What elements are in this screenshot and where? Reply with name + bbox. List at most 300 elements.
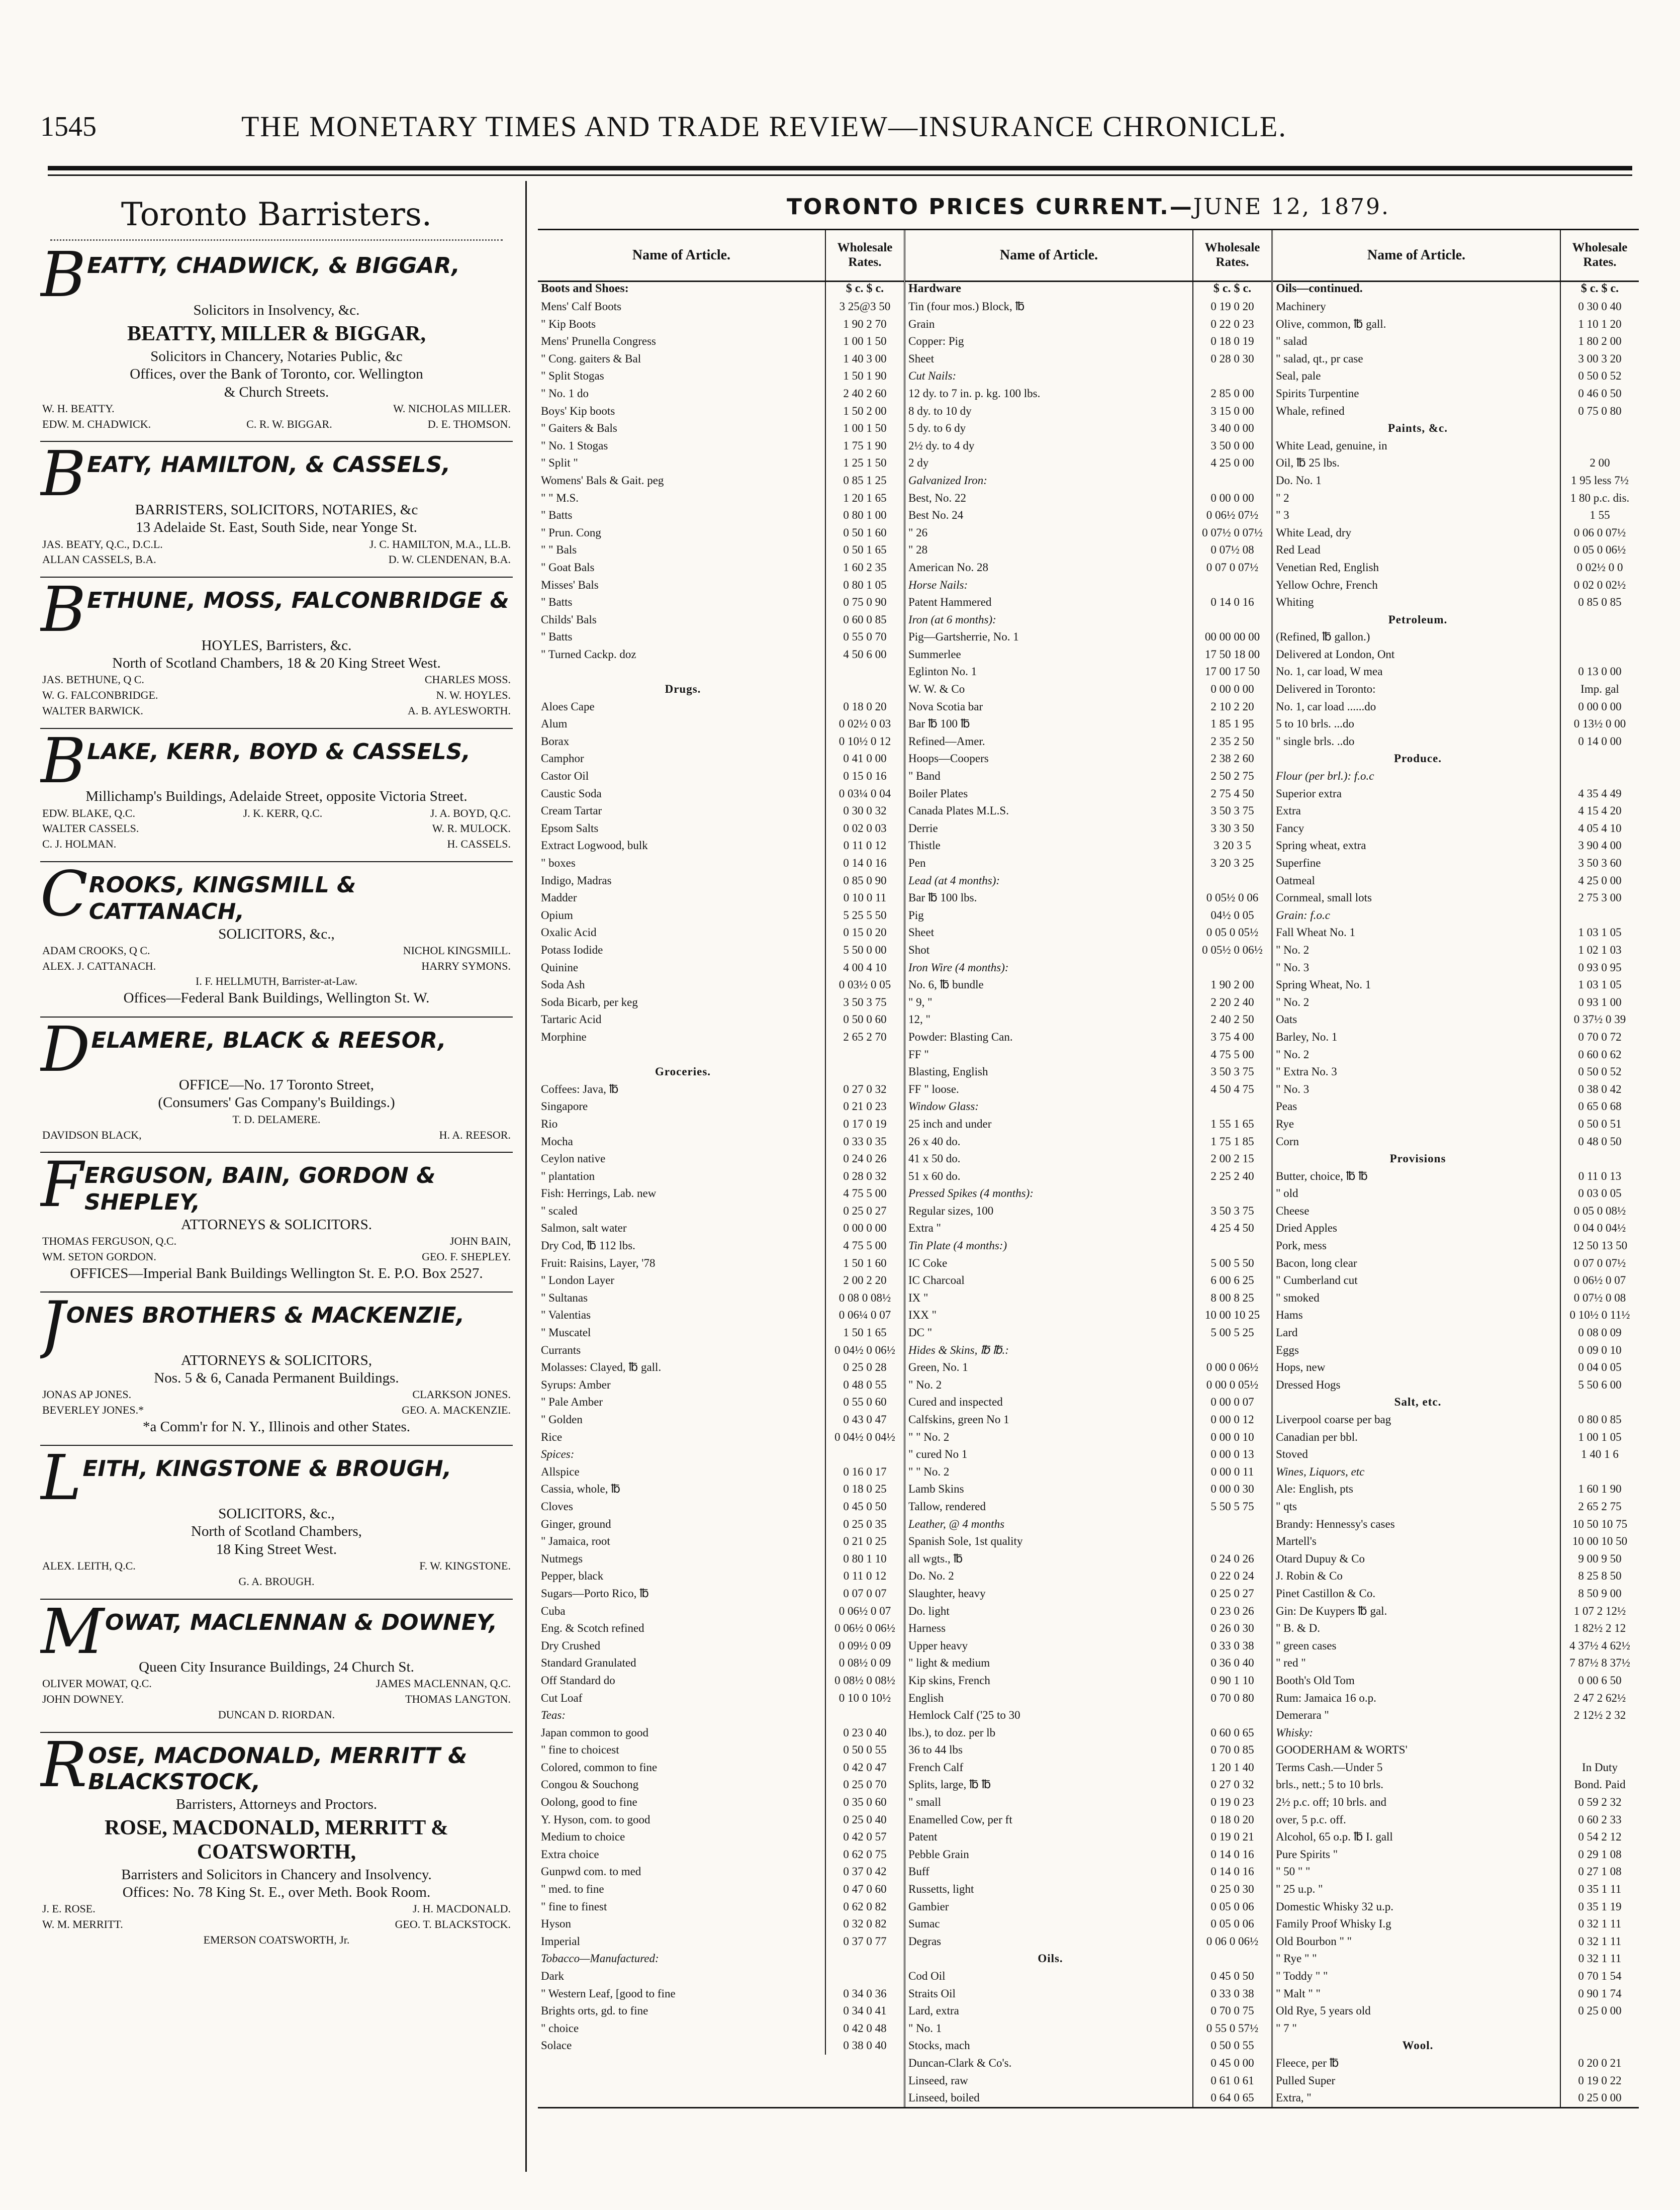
price-row [1273,1290,1639,1307]
price-row [905,750,1271,768]
firm-initial: B [40,239,86,311]
price-row [1273,298,1639,316]
article-rate [1561,768,1639,785]
price-row [905,577,1271,594]
article-name: Regular sizes, 100 [905,1203,1193,1220]
article-name: Fish: Herrings, Lab. new [538,1185,826,1203]
article-rate: 0 25 0 27 [843,1204,887,1217]
price-row [1273,559,1639,577]
article-rate: 0 80 1 10 [843,1552,887,1565]
price-row [538,2020,904,2038]
article-rate [826,681,904,698]
article-rate [826,1707,904,1724]
article-name: Do. light [905,1603,1193,1620]
article-rate: 5 50 5 75 [1210,1500,1254,1513]
price-row [905,350,1271,368]
firm-divider [40,1017,513,1018]
price-row [1273,1272,1639,1290]
article-name: Dry Crushed [538,1637,826,1655]
price-row [1273,715,1639,733]
price-row [538,1568,904,1585]
article-name: " No. 2 [1273,994,1561,1011]
article-rate: 1 50 2 00 [843,404,887,417]
article-name: brls., nett.; 5 to 10 brls. [1273,1776,1561,1794]
price-row [538,490,904,507]
article-rate: 2 12½ 2 32 [1573,1709,1626,1722]
article-name: Womens' Bals & Gait. peg [538,472,826,490]
article-rate: 2 75 3 00 [1578,891,1622,904]
article-rate: 2 35 2 50 [1210,734,1254,748]
price-row [905,855,1271,872]
price-row [905,1098,1271,1116]
article-rate: 4 50 6 00 [843,648,887,661]
article-name: Morphine [538,1029,826,1046]
partner-name: G. A. BROUGH. [238,1575,315,1588]
article-rate: 0 06¼ 0 07 [838,1309,891,1322]
wholesale-rates-header: Wholesale Rates. [1572,241,1628,269]
price-row [905,1359,1271,1376]
article-rate: 0 29 1 08 [1578,1848,1622,1861]
article-rate: 0 65 0 68 [1578,1100,1622,1113]
article-name: " 25 u.p. " [1273,1881,1561,1898]
article-name: " " No. 2 [905,1463,1193,1481]
price-row [538,1290,904,1307]
article-name: " 28 [905,541,1193,559]
price-row [538,1446,904,1463]
prices-tables [538,229,1639,2108]
price-row [1273,1237,1639,1255]
firm-card [40,1149,513,1282]
price-row [1273,1985,1639,2003]
firm-line: OFFICE—No. 17 Toronto Street, [178,1077,375,1093]
article-name: No. 1, car load, W mea [1273,663,1561,681]
firm-initial: C [40,858,88,931]
article-name: " Golden [538,1411,826,1429]
article-rate: 1 90 2 00 [1210,978,1254,991]
article-rate: 0 25 0 00 [1578,2004,1622,2017]
article-rate [1561,1741,1639,1759]
price-row [538,802,904,820]
price-row [538,1429,904,1446]
article-name: FF " loose. [905,1081,1193,1098]
article-name: Seal, pale [1273,367,1561,385]
firm-subtitle: ROSE, MACDONALD, MERRITT & COATSWORTH, [104,1816,449,1864]
article-rate: 17 50 18 00 [1204,648,1260,661]
price-row [1273,1029,1639,1046]
price-row [1273,1707,1639,1724]
price-row [538,1481,904,1498]
article-rate [1193,1707,1271,1724]
article-rate: 0 75 0 80 [1578,404,1622,417]
price-row [905,385,1271,403]
article-name: Ginger, ground [538,1516,826,1533]
price-row [1273,524,1639,542]
article-rate: 0 46 0 50 [1578,387,1622,400]
price-row [905,924,1271,942]
article-name: Terms Cash.—Under 5 [1273,1759,1561,1777]
price-row [905,802,1271,820]
price-row [538,646,904,664]
price-row [905,507,1271,524]
article-name: Harness [905,1620,1193,1637]
article-name: Splits, large, ℔ ℔ [905,1776,1193,1794]
article-rate: 4 50 4 75 [1210,1082,1254,1095]
firm-initial: M [40,1595,104,1668]
article-rate: 0 08 0 08½ [838,1291,891,1304]
article-rate: 0 06½ 0 07 [838,1604,891,1617]
article-rate [1561,1463,1639,1481]
price-row [538,1220,904,1237]
price-row [538,1915,904,1933]
article-name: Ale: English, pts [1273,1481,1561,1498]
article-rate: 1 02 1 03 [1578,943,1622,956]
article-name: Lead (at 4 months): [905,872,1193,890]
article-name: " Kip Boots [538,316,826,333]
price-row [1273,2020,1639,2038]
article-name: Indigo, Madras [538,872,826,890]
price-row [538,1603,904,1620]
article-name: Cut Nails: [905,367,1193,385]
price-row [1273,1429,1639,1446]
price-row [538,837,904,855]
article-rate: 0 45 0 50 [843,1500,887,1513]
price-row [1273,1759,1639,1777]
price-row [905,646,1271,664]
article-name: Degras [905,1933,1193,1951]
price-row [1273,2072,1639,2090]
partner-name: W. M. MERRITT. [42,1918,123,1931]
article-name: " Split Stogas [538,367,826,385]
partner-row [40,1676,513,1692]
article-name: " " Bals [538,541,826,559]
price-row [538,385,904,403]
article-name: 41 x 50 do. [905,1150,1193,1168]
article-name: Green, No. 1 [905,1359,1193,1376]
price-column [905,230,1273,2107]
article-rate: 0 50 1 65 [843,543,887,557]
article-name: Linseed, raw [905,2072,1193,2090]
article-rate: 5 00 5 25 [1210,1326,1254,1339]
price-row [1273,1011,1639,1029]
price-row [905,298,1271,316]
article-name: Thistle [905,837,1193,855]
article-rate: 0 75 0 90 [843,596,887,609]
article-name: Spirits Turpentine [1273,385,1561,403]
price-row [1273,1794,1639,1811]
article-rate: 3 50 3 75 [843,995,887,1008]
firm-card [40,574,513,719]
price-row [538,1272,904,1290]
firm-line: Offices: No. 78 King St. E., over Meth. Book Room. [122,1884,431,1901]
article-rate: 0 70 0 85 [1210,1743,1254,1757]
partner-name: JOHN DOWNEY. [42,1693,124,1706]
price-row [1273,889,1639,907]
firm-line: Barristers and Solicitors in Chancery and Insolvency. [121,1866,432,1883]
article-name: Medium to choice [538,1828,826,1846]
price-row [538,1550,904,1568]
article-name: Rum: Jamaica 16 o.p. [1273,1690,1561,1707]
price-row [905,1376,1271,1394]
article-rate: 0 04 0 05 [1578,1361,1622,1374]
article-rate: 0 60 0 62 [1578,1048,1622,1061]
article-name: FF " [905,1046,1193,1064]
price-row [538,1968,904,1985]
article-rate: 0 08½ 0 09 [838,1656,891,1670]
price-row [905,628,1271,646]
partner-name: GEO. T. BLACKSTOCK. [395,1918,511,1931]
partner-row [40,401,513,417]
article-rate: 0 28 0 30 [1210,352,1254,365]
category-heading [538,1063,904,1081]
price-row [538,855,904,872]
article-rate: 0 85 1 25 [843,474,887,487]
partner-name: GEO. F. SHEPLEY. [422,1250,511,1263]
article-rate: 0 30 0 40 [1578,300,1622,313]
article-name: Canada Plates M.L.S. [905,802,1193,820]
price-row [905,2089,1271,2107]
barristers-heading: Toronto Barristers. [121,196,432,233]
article-name: " No. 2 [1273,942,1561,959]
partner-name: THOMAS LANGTON. [405,1693,511,1706]
article-name: " single brls. ..do [1273,733,1561,751]
partner-name: J. A. BOYD, Q.C. [430,806,511,819]
article-rate: 0 32 1 11 [1578,1952,1622,1965]
article-rate: 0 55 0 70 [843,630,887,643]
price-row [538,1011,904,1029]
price-row [1273,768,1639,785]
name-of-article-header: Name of Article. [538,230,826,281]
article-rate: 1 50 1 60 [843,1256,887,1269]
article-name: Alcohol, 65 o.p. ℔ I. gall [1273,1828,1561,1846]
price-row [538,1150,904,1168]
price-row [905,942,1271,959]
article-rate: 04½ 0 05 [1210,908,1254,922]
price-row [538,907,904,925]
price-row [538,594,904,611]
price-row [538,994,904,1011]
article-name: Alum [538,715,826,733]
price-row [538,1342,904,1359]
article-rate: 1 55 1 65 [1210,1117,1254,1130]
article-rate [1193,1533,1271,1550]
firm-line: BARRISTERS, SOLICITORS, NOTARIES, &c [135,501,418,518]
article-name: 51 x 60 do. [905,1168,1193,1185]
article-name: 5 to 10 brls. ...do [1273,715,1561,733]
article-rate: 0 47 0 60 [843,1883,887,1896]
article-name: Childs' Bals [538,611,826,629]
article-name: Peas [1273,1098,1561,1116]
price-row [905,1429,1271,1446]
article-rate: 1 03 1 05 [1578,978,1622,991]
price-row [905,1776,1271,1794]
firm-title-text: EITH, KINGSTONE & BROUGH, [82,1456,452,1482]
partner-name: WM. SETON GORDON. [42,1250,156,1263]
article-rate: 3 40 0 00 [1210,422,1254,435]
price-row [905,2072,1271,2090]
firm-title-text: OSE, MACDONALD, MERRITT & BLACKSTOCK, [88,1742,468,1795]
article-rate [1561,628,1639,646]
price-row [905,1029,1271,1046]
article-rate [1561,750,1639,768]
price-row [1273,1550,1639,1568]
price-row [538,1133,904,1151]
article-name: " Cumberland cut [1273,1272,1561,1290]
article-name: Old Rye, 5 years old [1273,2002,1561,2020]
price-row [905,611,1271,629]
article-name: Colored, common to fine [538,1759,826,1777]
article-name: Grain [905,316,1193,333]
price-row [1273,802,1639,820]
partner-name: I. F. HELLMUTH, Barrister-at-Law. [196,975,357,988]
article-name: Powder: Blasting Can. [905,1029,1193,1046]
article-rate [1561,907,1639,925]
article-name: " No. 1 do [538,385,826,403]
price-row [905,1690,1271,1707]
wholesale-rates-header: Wholesale Rates. [1204,241,1260,269]
article-rate: 1 50 1 65 [843,1326,887,1339]
price-row [905,1550,1271,1568]
article-rate: 0 18 0 20 [843,700,887,713]
article-rate: 8 25 8 50 [1578,1570,1622,1583]
price-row [905,1741,1271,1759]
article-rate: 0 26 0 30 [1210,1622,1254,1635]
price-row [905,1046,1271,1064]
article-rate: 0 06 0 06½ [1206,1935,1259,1948]
article-rate: 0 05 0 08½ [1573,1204,1626,1217]
price-row [905,1846,1271,1864]
price-row [1273,924,1639,942]
article-rate: 2 25 2 40 [1210,1169,1254,1182]
article-rate: 0 30 0 32 [843,804,887,817]
category-heading [1273,1150,1639,1168]
article-rate: 8 00 8 25 [1210,1291,1254,1304]
article-name: " No. 1 [905,2020,1193,2038]
partner-name: CHARLES MOSS. [424,673,511,686]
article-name: Nutmegs [538,1550,826,1568]
article-rate: 0 14 0 00 [1578,734,1622,748]
price-row [1273,1620,1639,1637]
article-rate: 0 02 0 02½ [1573,578,1626,591]
article-rate: 0 50 0 52 [1578,370,1622,383]
partner-row [40,1932,513,1948]
price-row [905,1411,1271,1429]
article-name: " Split " [538,454,826,472]
article-name: Lard [1273,1324,1561,1342]
article-name: Epsom Salts [538,820,826,838]
article-name: Spring Wheat, No. 1 [1273,976,1561,994]
article-name: Madder [538,889,826,907]
price-row [905,1255,1271,1272]
firm-card [40,1288,513,1436]
article-rate: 0 60 0 65 [1210,1726,1254,1739]
article-name: " Jamaica, root [538,1533,826,1550]
article-rate: 3 50 3 75 [1210,1204,1254,1217]
section-header [1273,282,1639,298]
price-row [905,594,1271,611]
article-name: Ceylon native [538,1150,826,1168]
price-row [905,907,1271,925]
article-name: Rye [1273,1116,1561,1133]
article-rate: 0 33 0 38 [1210,1987,1254,2000]
article-name: Lard, extra [905,2002,1193,2020]
article-rate [1193,1950,1271,1968]
prices-current [538,186,1639,2177]
firm-footer: *a Comm'r for N. Y., Illinois and other States. [143,1419,410,1435]
partner-name: W. H. BEATTY. [42,402,115,415]
article-rate: 0 70 0 80 [1210,1691,1254,1704]
price-row [1273,2002,1639,2020]
article-name: Y. Hyson, com. to good [538,1811,826,1829]
price-row [1273,1690,1639,1707]
article-rate: 0 55 0 60 [843,1396,887,1409]
article-rate: 1 60 2 35 [843,561,887,574]
article-rate [1561,611,1639,629]
article-name: Hemlock Calf ('25 to 30 [905,1707,1193,1724]
partner-name: ALEX. J. CATTANACH. [42,959,156,972]
price-row [538,1741,904,1759]
price-row [905,1533,1271,1550]
article-name: " " No. 2 [905,1429,1193,1446]
article-rate: 1 40 3 00 [843,352,887,365]
article-rate: 0 61 0 61 [1210,2074,1254,2087]
article-name: Extract Logwood, bulk [538,837,826,855]
price-row [905,1620,1271,1637]
price-row [1273,1046,1639,1064]
article-name: Hams [1273,1307,1561,1324]
article-rate: 0 11 0 13 [1578,1169,1622,1182]
column-header [905,230,1271,282]
article-rate: 0 18 0 20 [1210,1813,1254,1826]
partner-row [40,1249,513,1265]
article-rate [1561,1150,1639,1168]
partner-name: JONAS AP JONES. [42,1388,132,1401]
price-row [538,1933,904,1951]
firm-title-text: EATTY, CHADWICK, & BIGGAR, [87,253,460,279]
article-name: Quinine [538,959,826,977]
price-row [905,1915,1271,1933]
price-row [538,1828,904,1846]
firm-line: Barristers, Attorneys and Proctors. [175,1796,378,1813]
price-row [905,994,1271,1011]
article-name: " Extra No. 3 [1273,1063,1561,1081]
article-rate [1561,646,1639,664]
article-name: 12, " [905,1011,1193,1029]
article-name: Drugs. [538,681,826,698]
partner-row [40,1917,513,1932]
article-rate: 0 00 0 00 [1210,683,1254,696]
article-name: " Rye " " [1273,1950,1561,1968]
article-name: Imperial [538,1933,826,1951]
article-rate: 0 00 0 05½ [1206,1378,1259,1391]
page-header: THE MONETARY TIMES AND TRADE REVIEW—INSURANCE CHRONICLE. [241,110,1287,143]
article-name: Grain: f.o.c [1273,907,1561,925]
price-row [538,1203,904,1220]
price-row [905,2055,1271,2072]
price-row [905,1707,1271,1724]
article-name: Aloes Cape [538,698,826,716]
price-row [538,1237,904,1255]
price-row [538,1776,904,1794]
article-rate: 0 50 0 51 [1578,1117,1622,1130]
price-row [905,1342,1271,1359]
article-rate: 1 00 1 05 [1578,1430,1622,1443]
price-row [538,1324,904,1342]
article-rate: 17 00 17 50 [1204,665,1260,678]
article-name: Soda Bicarb, per keg [538,994,826,1011]
firm-line: 13 Adelaide St. East, South Side, near Yonge St. [136,519,417,536]
price-row [1273,1498,1639,1516]
price-row [905,1324,1271,1342]
